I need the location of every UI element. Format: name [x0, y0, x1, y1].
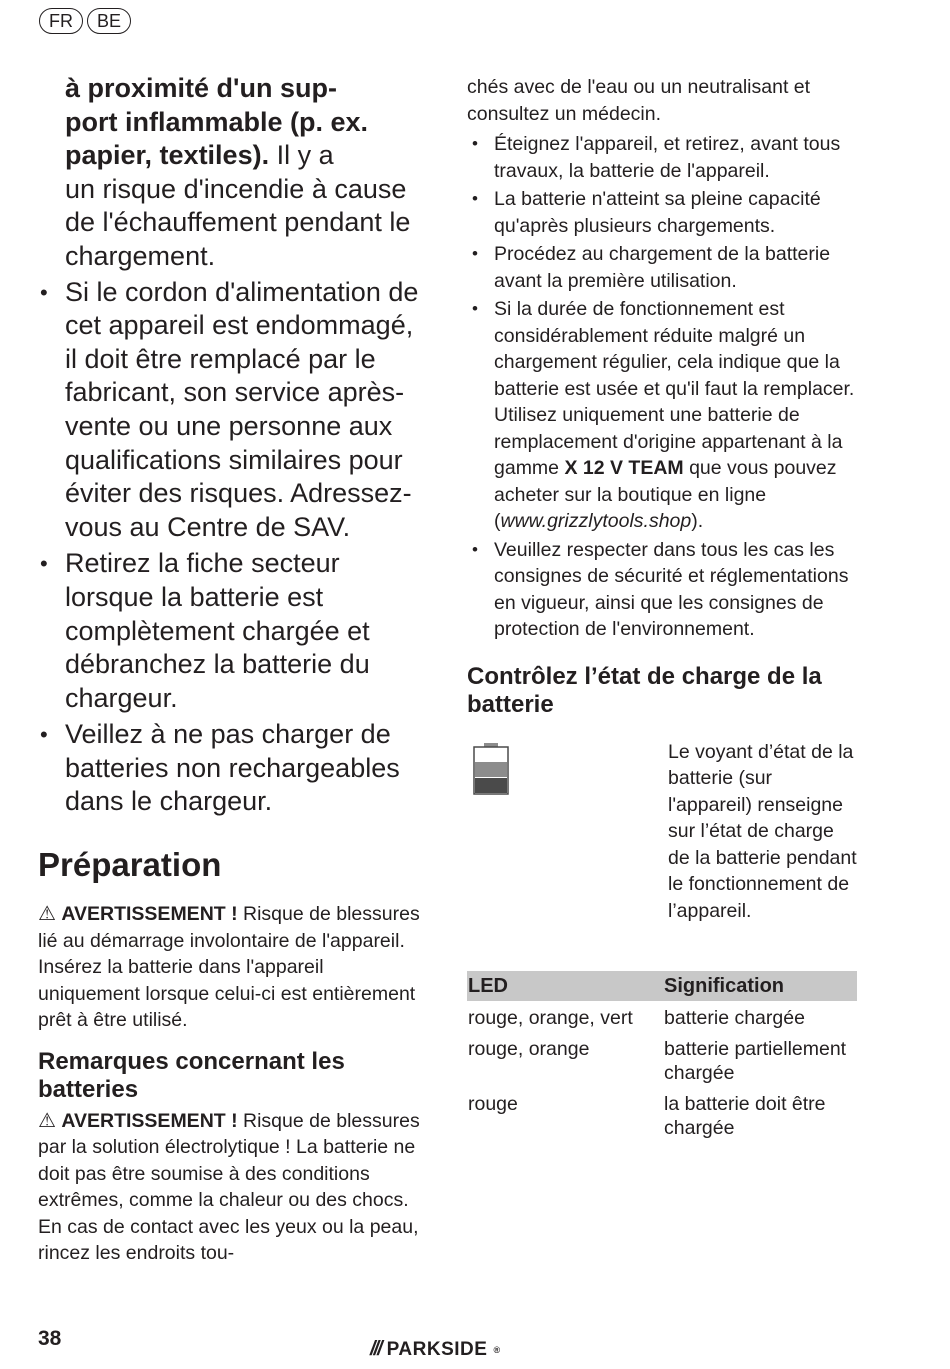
list-item: • Veuillez respecter dans tous les cas les consignes de sécurité et réglementations en vigueur, ainsi que les consignes de protection de l'environnement.	[467, 537, 859, 643]
intro-paragraph	[38, 72, 430, 274]
product-range: X 12 V TEAM	[564, 457, 684, 479]
column-header-signification: Signification	[663, 971, 857, 1001]
intro-bold-line-1: à proximité d'un sup-	[65, 73, 337, 103]
list-item	[467, 296, 859, 535]
brand-logo	[370, 1338, 501, 1361]
section-title-preparation: Préparation	[38, 846, 222, 884]
list-item: • Retirez la fiche secteur lorsque la batterie est complètement chargée et débranchez la batterie du chargeur.	[38, 547, 430, 715]
section-title-batteries: Remarques concernant les batteries	[38, 1047, 345, 1103]
page-number: 38	[38, 1327, 62, 1350]
list-item: • La batterie n'atteint sa pleine capacité qu'après plusieurs chargements.	[467, 186, 859, 239]
replacement-text: Si la durée de fonctionnement est considérablement réduite malgré un chargement régulier, cela indique que la batterie est usée et qu'il faut la remplacer. Utilisez uniquement une batterie de remplacement d'origine appartenant à la gamme	[494, 298, 855, 479]
meaning-cell: la batterie doit être chargée	[664, 1092, 826, 1139]
list-item: • Éteignez l'appareil, et retirez, avant tous travaux, la batterie de l'appareil.	[467, 131, 859, 184]
battery-level-icon	[473, 743, 509, 795]
meaning-cell: batterie chargée	[664, 1006, 805, 1029]
language-badges	[39, 8, 131, 34]
column-header-led: LED	[467, 971, 663, 1001]
table-row	[467, 1032, 857, 1087]
table-row	[467, 1001, 857, 1032]
led-table	[467, 971, 857, 1142]
table-row	[467, 1087, 857, 1142]
brand-name: PARKSIDE	[386, 1338, 488, 1360]
led-cell: rouge, orange	[468, 1037, 590, 1060]
shop-url: www.grizzlytools.shop	[500, 510, 692, 532]
shop-text: que vous pouvez acheter sur la boutique en ligne (	[494, 457, 837, 532]
intro-bold-line-2: port inflammable (p. ex.	[65, 106, 369, 137]
intro-text-line-6: chargement.	[65, 240, 216, 271]
battery-indicator-row	[467, 739, 859, 959]
warning-label: AVERTISSEMENT !	[61, 903, 238, 926]
meaning-cell: batterie partiellement chargée	[664, 1037, 847, 1084]
batteries-warning-text: Risque de blessures par la solution électrolytique ! La batterie ne doit pas être soumise à des conditions extrêmes, comme la chaleur ou des chocs. En cas de contact avec les yeux ou la peau, rincez les endroits tou-	[38, 1109, 420, 1265]
intro-text-line-3: Il y a	[269, 140, 334, 171]
section-title-charge-state: Contrôlez l’état de charge de la batterie	[467, 662, 822, 718]
list-item: • Procédez au chargement de la batterie avant la première utilisation.	[467, 241, 859, 294]
intro-bold-line-3: papier, textiles).	[65, 140, 270, 171]
registered-mark: ®	[493, 1344, 501, 1355]
batteries-warning	[38, 1108, 430, 1267]
led-cell: rouge	[468, 1092, 518, 1115]
warning-triangle-icon: ⚠	[38, 903, 56, 926]
safety-bullets	[38, 276, 430, 820]
brand-slashes-icon: ///	[370, 1338, 381, 1360]
shop-text-end: ).	[691, 510, 704, 532]
list-item: • Si le cordon d'alimentation de cet appareil est endommagé, il doit être remplacé par le fabricant, son service après-vente ou une personne aux qualifications similaires pour éviter des risques. Adressez-vous au Centre de SAV.	[38, 276, 430, 545]
list-item: • Veillez à ne pas charger de batteries non rechargeables dans le chargeur.	[38, 718, 430, 819]
indicator-description: Le voyant d’état de la batterie (sur l'appareil) renseigne sur l’état de charge de la batterie pendant le fonctionnement de l’appareil.	[668, 740, 857, 922]
lang-badge-be: BE	[87, 8, 131, 34]
warning-triangle-icon: ⚠	[38, 1109, 56, 1132]
intro-text-line-4: un risque d'incendie à cause	[65, 173, 407, 204]
intro-text-line-5: de l'échauffement pendant le	[65, 207, 411, 238]
table-header-row	[467, 971, 857, 1001]
right-column	[467, 72, 859, 1142]
warning-label: AVERTISSEMENT !	[61, 1109, 238, 1132]
battery-bullets	[467, 131, 859, 643]
preparation-warning-text: Risque de blessures lié au démarrage involontaire de l'appareil. Insérez la batterie dans l'appareil uniquement lorsque celui-ci est entièrement prêt à être utilisé.	[38, 903, 420, 1032]
continuation-text: chés avec de l'eau ou un neutralisant et consultez un médecin.	[467, 76, 811, 125]
lang-badge-fr: FR	[39, 8, 83, 34]
preparation-warning	[38, 901, 430, 1034]
led-cell: rouge, orange, vert	[468, 1006, 633, 1029]
left-column	[38, 72, 430, 1267]
